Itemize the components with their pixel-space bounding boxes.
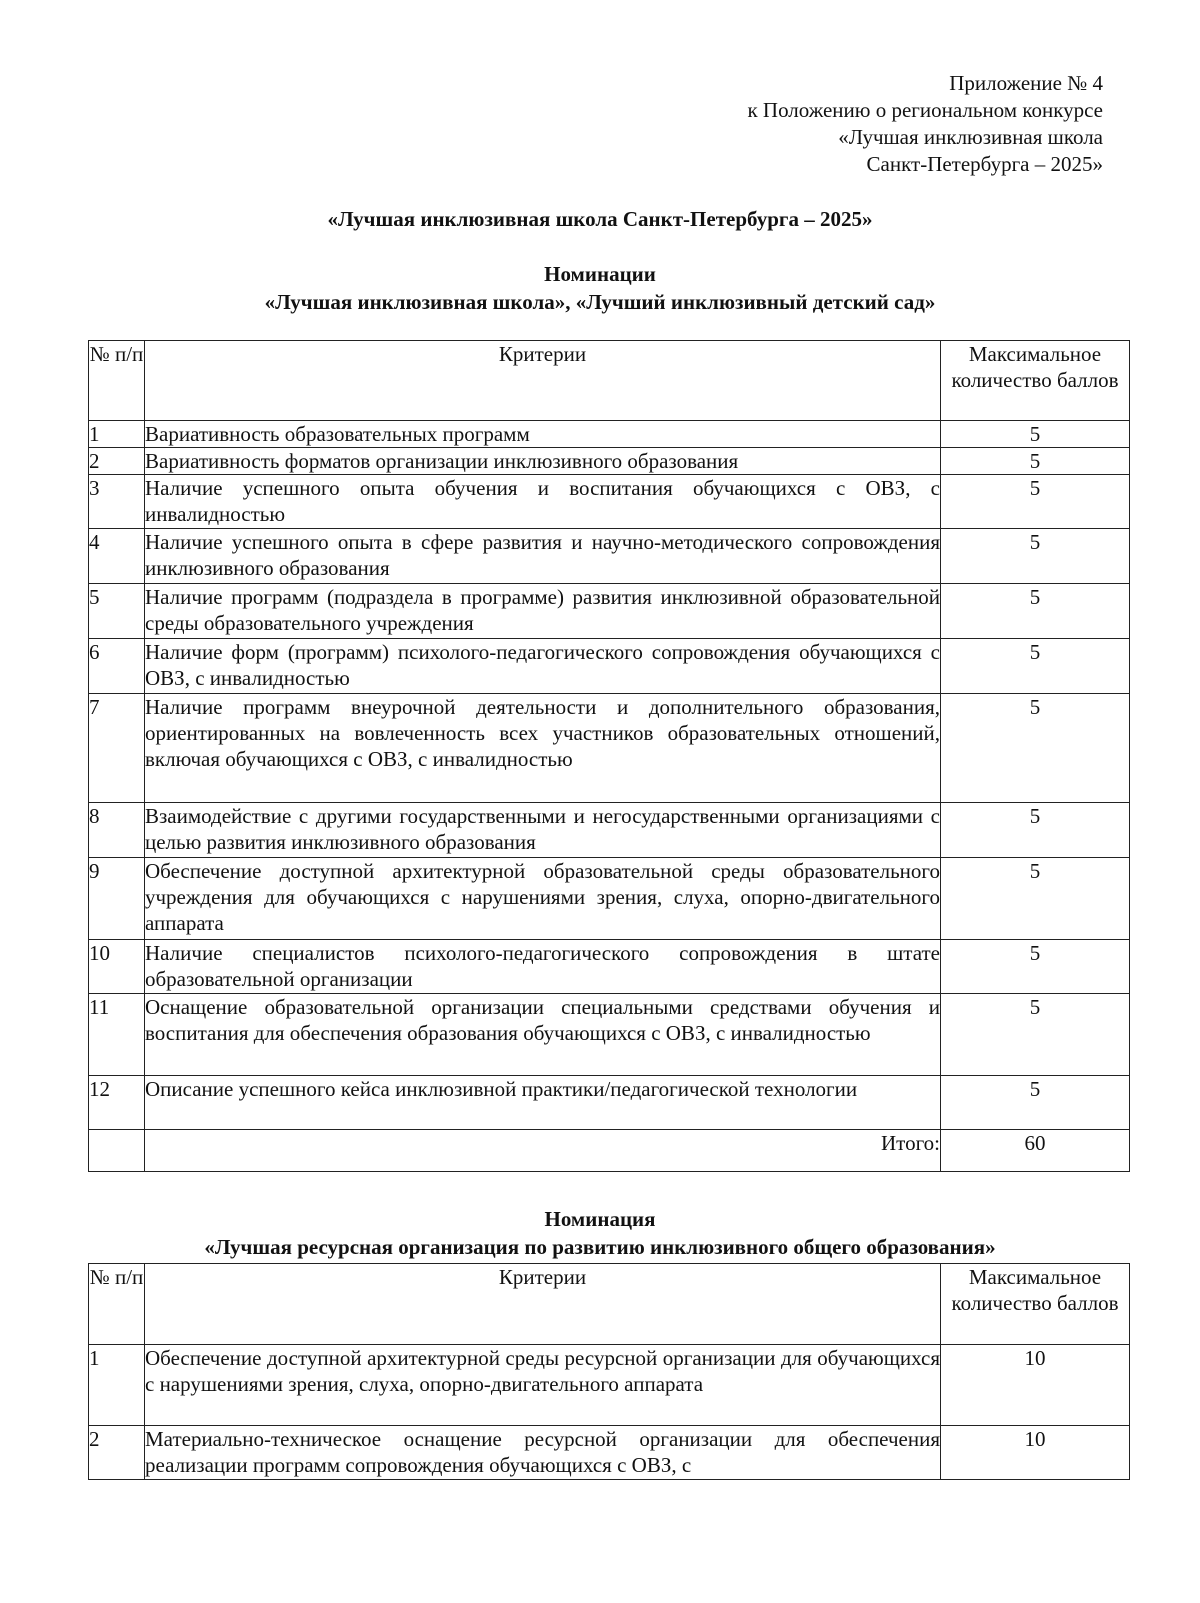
row-criteria: Наличие программ внеурочной деятельности и дополнительного образования, ориентированных на вовлеченность всех участников образовательных отношений, включая обучающихся с ОВЗ, с инвалидностью <box>145 694 941 803</box>
row-max-score: 5 <box>941 940 1130 994</box>
total-num-cell <box>89 1130 145 1172</box>
row-criteria: Наличие программ (подраздела в программе) развития инклюзивной образовательной среды образовательного учреждения <box>145 584 941 639</box>
row-max-score: 5 <box>941 803 1130 858</box>
row-max-score: 5 <box>941 475 1130 529</box>
row-max-score: 5 <box>941 1076 1130 1130</box>
table-row <box>89 940 1130 994</box>
row-criteria: Материально-техническое оснащение ресурсной организации для обеспечения реализации программ сопровождения обучающихся с ОВЗ, с <box>145 1426 941 1480</box>
row-criteria: Обеспечение доступной архитектурной среды ресурсной организации для обучающихся с нарушениями зрения, слуха, опорно-двигательного аппарата <box>145 1345 941 1426</box>
row-num: 10 <box>89 940 145 994</box>
row-max-score: 10 <box>941 1426 1130 1480</box>
row-criteria: Обеспечение доступной архитектурной образовательной среды образовательного учреждения для обучающихся с нарушениями зрения, слуха, опорно-двигательного аппарата <box>145 858 941 940</box>
row-criteria: Взаимодействие с другими государственными и негосударственными организациями с целью развития инклюзивного образования <box>145 803 941 858</box>
nomination-2-heading-block <box>0 1205 1200 1261</box>
table-row <box>89 694 1130 803</box>
row-criteria: Наличие успешного опыта в сфере развития и научно-методического сопровождения инклюзивного образования <box>145 529 941 584</box>
appendix-header <box>747 70 1103 178</box>
nomination-1-criteria-table <box>88 340 1130 1172</box>
row-criteria: Наличие специалистов психолого-педагогического сопровождения в штате образовательной организации <box>145 940 941 994</box>
header-max-score: Максимальное количество баллов <box>941 341 1130 421</box>
row-num: 1 <box>89 1345 145 1426</box>
row-max-score: 5 <box>941 858 1130 940</box>
row-max-score: 5 <box>941 421 1130 448</box>
table-row <box>89 639 1130 694</box>
nomination-1-subheading: «Лучшая инклюзивная школа», «Лучший инклюзивный детский сад» <box>264 290 936 314</box>
nomination-2-criteria-table <box>88 1263 1130 1480</box>
row-num: 4 <box>89 529 145 584</box>
table-row <box>89 448 1130 475</box>
row-max-score: 5 <box>941 529 1130 584</box>
header-num: № п/п <box>89 1264 145 1345</box>
table-row <box>89 421 1130 448</box>
row-max-score: 5 <box>941 584 1130 639</box>
row-num: 11 <box>89 994 145 1076</box>
table-row <box>89 1426 1130 1480</box>
nomination-2-heading: Номинация <box>544 1207 656 1231</box>
nomination-1-heading-block <box>0 260 1200 316</box>
row-criteria: Вариативность образовательных программ <box>145 421 941 448</box>
row-num: 6 <box>89 639 145 694</box>
row-num: 9 <box>89 858 145 940</box>
header-criteria: Критерии <box>145 1264 941 1345</box>
row-max-score: 5 <box>941 448 1130 475</box>
header-max-score: Максимальное количество баллов <box>941 1264 1130 1345</box>
appendix-line-1: Приложение № 4 <box>949 71 1103 95</box>
table-row <box>89 803 1130 858</box>
row-num: 3 <box>89 475 145 529</box>
header-num: № п/п <box>89 341 145 421</box>
nomination-2-subheading: «Лучшая ресурсная организация по развитию инклюзивного общего образования» <box>204 1235 996 1259</box>
table-row <box>89 1345 1130 1426</box>
table-row <box>89 1076 1130 1130</box>
row-criteria: Оснащение образовательной организации специальными средствами обучения и воспитания для обеспечения образования обучающихся с ОВЗ, с инвалидностью <box>145 994 941 1076</box>
row-max-score: 10 <box>941 1345 1130 1426</box>
row-criteria: Описание успешного кейса инклюзивной практики/педагогической технологии <box>145 1076 941 1130</box>
row-criteria: Вариативность форматов организации инклюзивного образования <box>145 448 941 475</box>
row-num: 8 <box>89 803 145 858</box>
total-value: 60 <box>941 1130 1130 1172</box>
total-row <box>89 1130 1130 1172</box>
appendix-line-3: «Лучшая инклюзивная школа <box>838 125 1103 149</box>
appendix-line-2: к Положению о региональном конкурсе <box>747 98 1103 122</box>
nomination-1-heading: Номинации <box>544 262 656 286</box>
row-max-score: 5 <box>941 639 1130 694</box>
row-max-score: 5 <box>941 994 1130 1076</box>
total-label: Итого: <box>145 1130 941 1172</box>
table-row <box>89 529 1130 584</box>
row-criteria: Наличие успешного опыта обучения и воспитания обучающихся с ОВЗ, с инвалидностью <box>145 475 941 529</box>
row-num: 7 <box>89 694 145 803</box>
table-row <box>89 994 1130 1076</box>
table-row <box>89 858 1130 940</box>
row-max-score: 5 <box>941 694 1130 803</box>
row-num: 1 <box>89 421 145 448</box>
row-criteria: Наличие форм (программ) психолого-педагогического сопровождения обучающихся с ОВЗ, с инвалидностью <box>145 639 941 694</box>
appendix-line-4: Санкт-Петербурга – 2025» <box>866 152 1103 176</box>
table-header-row <box>89 341 1130 421</box>
table-row <box>89 475 1130 529</box>
table-header-row <box>89 1264 1130 1345</box>
table-row <box>89 584 1130 639</box>
row-num: 2 <box>89 448 145 475</box>
document-title: «Лучшая инклюзивная школа Санкт-Петербурга – 2025» <box>327 207 873 231</box>
row-num: 12 <box>89 1076 145 1130</box>
row-num: 5 <box>89 584 145 639</box>
header-criteria: Критерии <box>145 341 941 421</box>
row-num: 2 <box>89 1426 145 1480</box>
